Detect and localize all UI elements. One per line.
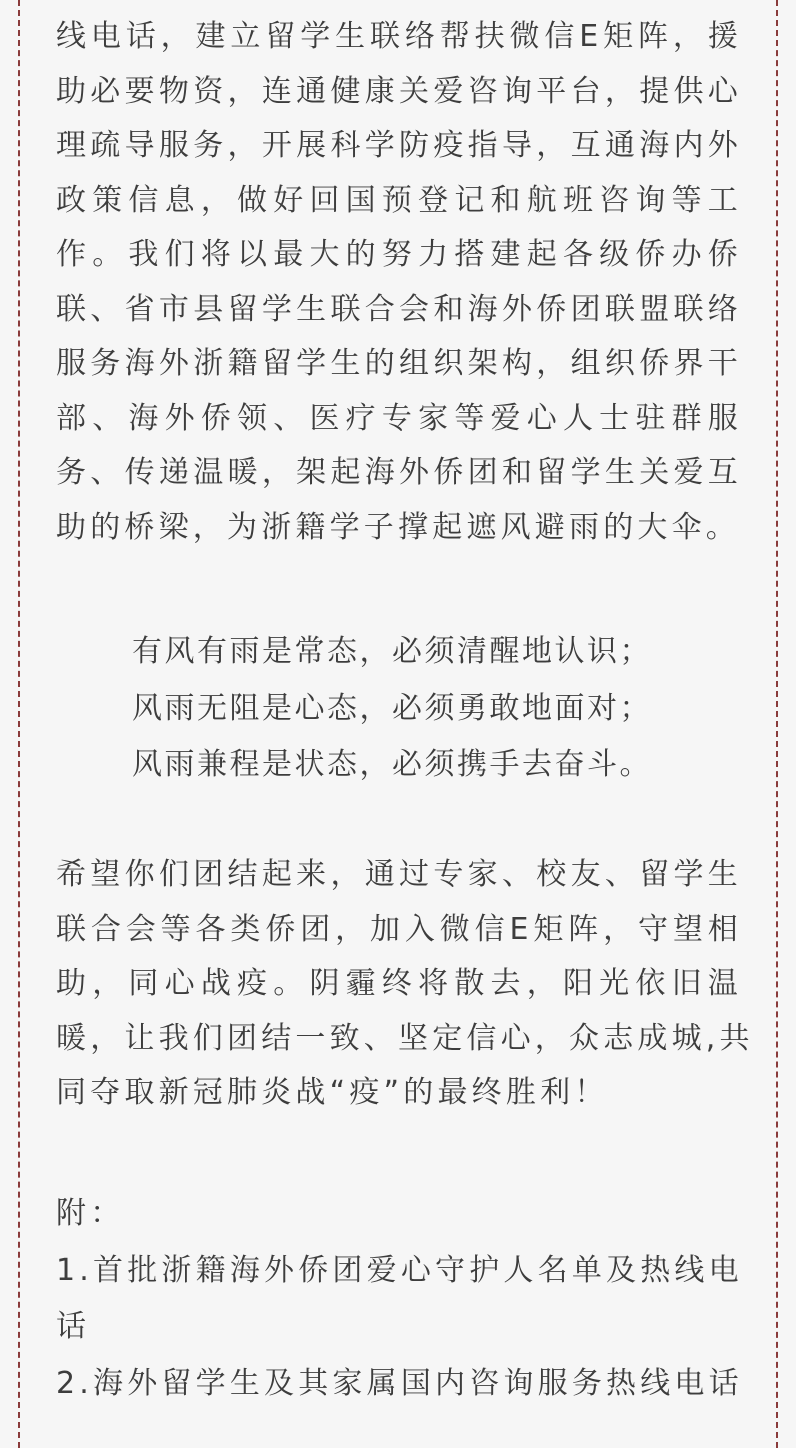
appendix-section <box>56 1186 742 1412</box>
appendix-item-2: 2.海外留学生及其家属国内咨询服务热线电话 <box>56 1365 743 1401</box>
poem-line: 风雨兼程是状态，必须携手去奋斗。 <box>132 747 652 782</box>
paragraph-line: 助，同心战疫。阴霾终将散去，阳光依旧温 <box>56 966 742 1001</box>
appendix-item-1: 1.首批浙籍海外侨团爱心守护人名单及热线电 <box>56 1252 743 1288</box>
paragraph-line: 政策信息，做好回国预登记和航班咨询等工 <box>56 182 742 218</box>
paragraph-line: 同夺取新冠肺炎战“疫”的最终胜利！ <box>56 1075 609 1110</box>
left-dashed-border <box>18 0 20 1448</box>
paragraph-line: 暖，让我们团结一致、坚定信心，众志成城,共 <box>56 1020 754 1056</box>
paragraph-line: 部、海外侨领、医疗专家等爱心人士驻群服 <box>56 400 742 436</box>
paragraph-support-measures <box>56 10 742 555</box>
paragraph-line: 服务海外浙籍留学生的组织架构，组织侨界干 <box>56 346 742 381</box>
paragraph-line: 联、省市县留学生联合会和海外侨团联盟联络 <box>56 291 742 327</box>
paragraph-line: 线电话，建立留学生联络帮扶微信E矩阵，援 <box>56 19 742 54</box>
right-dashed-border <box>776 0 778 1448</box>
poem-block <box>132 624 692 794</box>
paragraph-line: 务、传递温暖，架起海外侨团和留学生关爱互 <box>56 455 742 490</box>
appendix-item-1-continued: 话 <box>56 1309 91 1344</box>
paragraph-hope <box>56 848 754 1121</box>
paragraph-line: 理疏导服务，开展科学防疫指导，互通海内外 <box>56 128 742 163</box>
paragraph-line: 助必要物资，连通健康关爱咨询平台，提供心 <box>56 73 742 109</box>
appendix-heading: 附： <box>56 1196 125 1231</box>
paragraph-line: 联合会等各类侨团，加入微信E矩阵，守望相 <box>56 911 742 947</box>
poem-line: 风雨无阻是心态，必须勇敢地面对； <box>132 690 652 726</box>
paragraph-line: 作。我们将以最大的努力搭建起各级侨办侨 <box>56 237 742 272</box>
paragraph-line: 希望你们团结起来，通过专家、校友、留学生 <box>56 857 742 892</box>
poem-line: 有风有雨是常态，必须清醒地认识； <box>132 634 652 669</box>
paragraph-line: 助的桥梁，为浙籍学子撑起遮风避雨的大伞。 <box>56 509 740 545</box>
